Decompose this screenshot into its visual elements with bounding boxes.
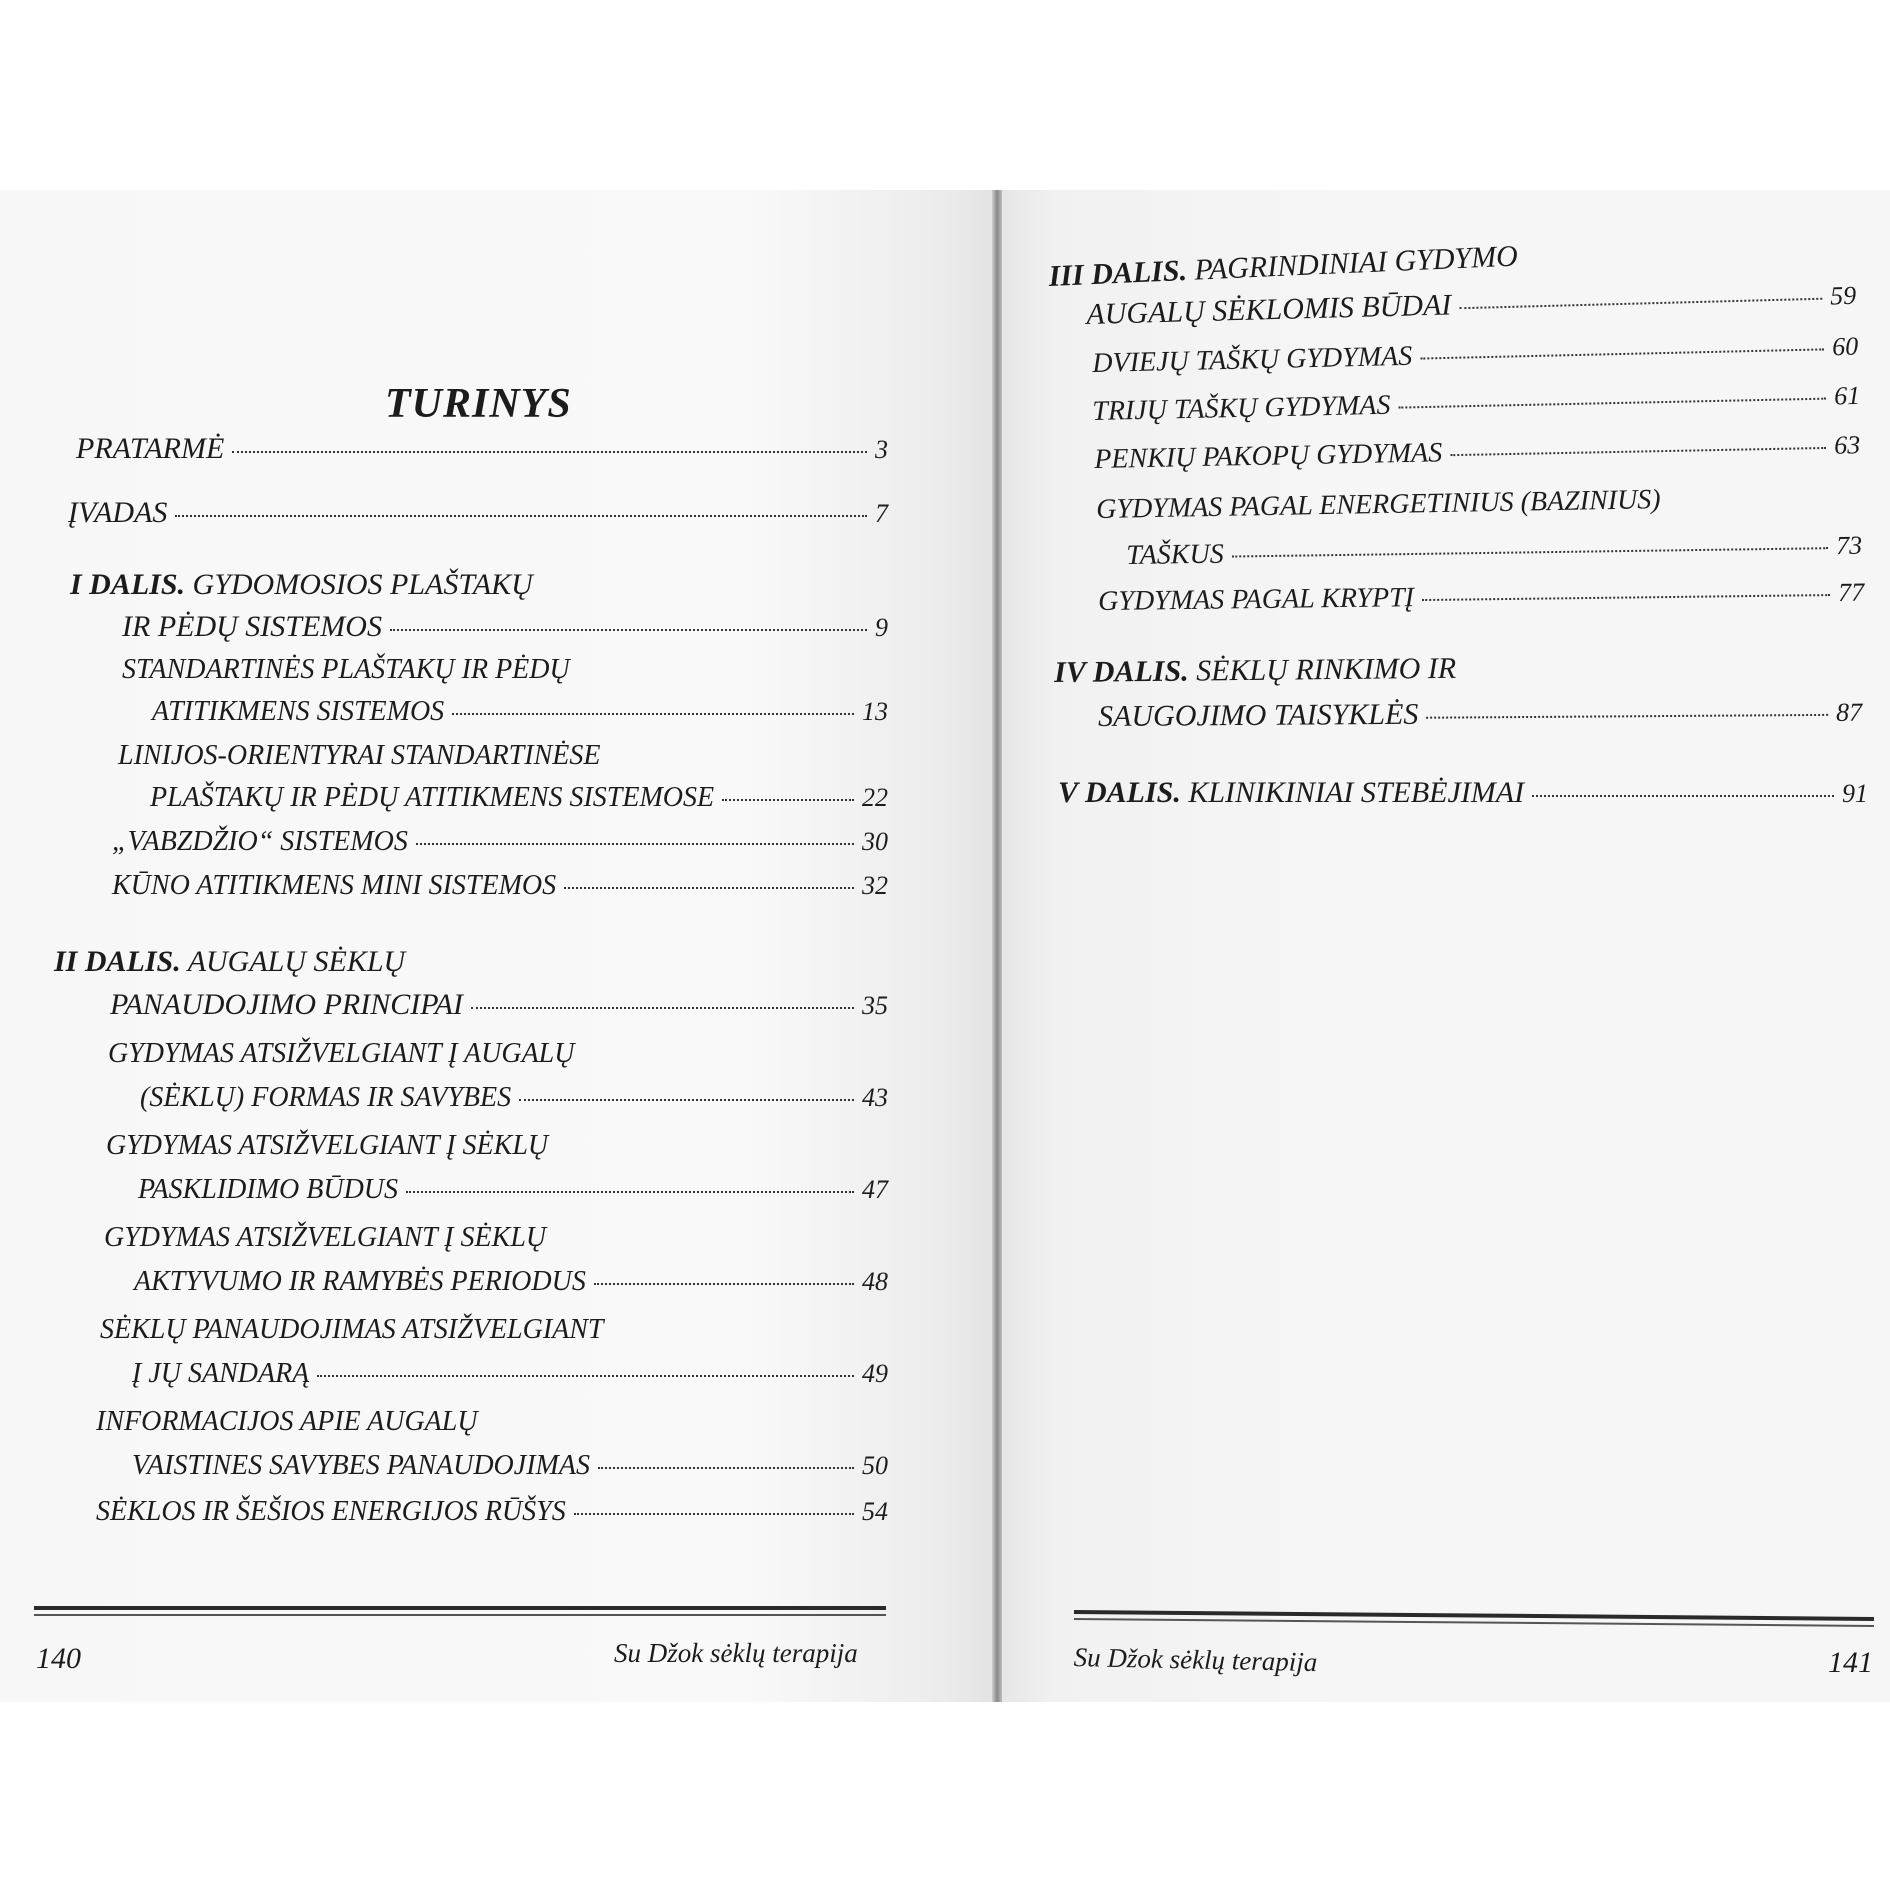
toc-title: TURINYS	[385, 381, 572, 427]
book-spread	[0, 190, 1890, 1702]
toc-entry: Į JŲ SANDARĄ 49	[132, 1358, 888, 1389]
toc-entry: IR PĖDŲ SISTEMOS 9	[122, 610, 888, 643]
toc-entry: TRIJŲ TAŠKŲ GYDYMAS 61	[1092, 380, 1861, 427]
toc-entry: AKTYVUMO IR RAMYBĖS PERIODUS 48	[134, 1266, 888, 1297]
toc-part-heading: I DALIS. GYDOMOSIOS PLAŠTAKŲ	[70, 568, 533, 601]
toc-entry: STANDARTINĖS PLAŠTAKŲ IR PĖDŲ	[122, 654, 570, 685]
right-page	[1002, 190, 1890, 1702]
toc-entry: PENKIŲ PAKOPŲ GYDYMAS 63	[1094, 430, 1861, 475]
toc-entry: „VABZDŽIO“ SISTEMOS 30	[112, 826, 888, 857]
page-number: 141	[1828, 1646, 1873, 1679]
footer-rule-thin	[34, 1614, 886, 1616]
toc-entry: VAISTINES SAVYBES PANAUDOJIMAS 50	[132, 1450, 888, 1481]
toc-part-heading: IV DALIS. SĖKLŲ RINKIMO IR	[1054, 651, 1457, 689]
toc-entry: PASKLIDIMO BŪDUS 47	[138, 1174, 888, 1205]
toc-entry: DVIEJŲ TAŠKŲ GYDYMAS 60	[1092, 331, 1859, 379]
toc-entry: TAŠKUS 73	[1126, 530, 1863, 571]
toc-entry: ATITIKMENS SISTEMOS 13	[152, 696, 888, 727]
toc-entry: PANAUDOJIMO PRINCIPAI 35	[110, 988, 888, 1021]
toc-entry: PLAŠTAKŲ IR PĖDŲ ATITIKMENS SISTEMOSE 22	[150, 782, 888, 813]
toc-entry: INFORMACIJOS APIE AUGALŲ	[96, 1406, 478, 1437]
left-page	[0, 190, 992, 1702]
toc-entry: SAUGOJIMO TAISYKLĖS 87	[1098, 697, 1863, 733]
toc-entry: (SĖKLŲ) FORMAS IR SAVYBES 43	[140, 1082, 888, 1113]
toc-entry: SĖKLOS IR ŠEŠIOS ENERGIJOS RŪŠYS 54	[96, 1496, 888, 1527]
toc-entry: GYDYMAS ATSIŽVELGIANT Į SĖKLŲ	[106, 1130, 549, 1161]
running-footer: Su Džok sėklų terapija	[1073, 1642, 1318, 1678]
toc-entry: GYDYMAS PAGAL ENERGETINIUS (BAZINIUS)	[1096, 484, 1661, 525]
toc-entry: GYDYMAS ATSIŽVELGIANT Į AUGALŲ	[108, 1038, 575, 1069]
toc-entry: GYDYMAS ATSIŽVELGIANT Į SĖKLŲ	[104, 1222, 547, 1253]
toc-entry: GYDYMAS PAGAL KRYPTĮ 77	[1098, 577, 1865, 617]
toc-part-heading: V DALIS. KLINIKINIAI STEBĖJIMAI 91	[1058, 776, 1868, 809]
toc-entry: SĖKLŲ PANAUDOJIMAS ATSIŽVELGIANT	[100, 1314, 604, 1345]
toc-entry: LINIJOS-ORIENTYRAI STANDARTINĖSE	[118, 740, 601, 771]
toc-part-heading: III DALIS. PAGRINDINIAI GYDYMO	[1048, 239, 1519, 293]
running-footer: Su Džok sėklų terapija	[614, 1638, 858, 1668]
toc-entry: AUGALŲ SĖKLOMIS BŪDAI 59	[1086, 280, 1857, 331]
toc-entry: PRATARMĖ 3	[76, 432, 888, 465]
toc-entry: KŪNO ATITIKMENS MINI SISTEMOS 32	[112, 870, 888, 901]
toc-entry: ĮVADAS 7	[68, 496, 888, 529]
footer-rule	[34, 1606, 886, 1610]
toc-part-heading: II DALIS. AUGALŲ SĖKLŲ	[54, 945, 406, 978]
page-number: 140	[36, 1642, 81, 1675]
book-gutter	[992, 190, 1002, 1702]
